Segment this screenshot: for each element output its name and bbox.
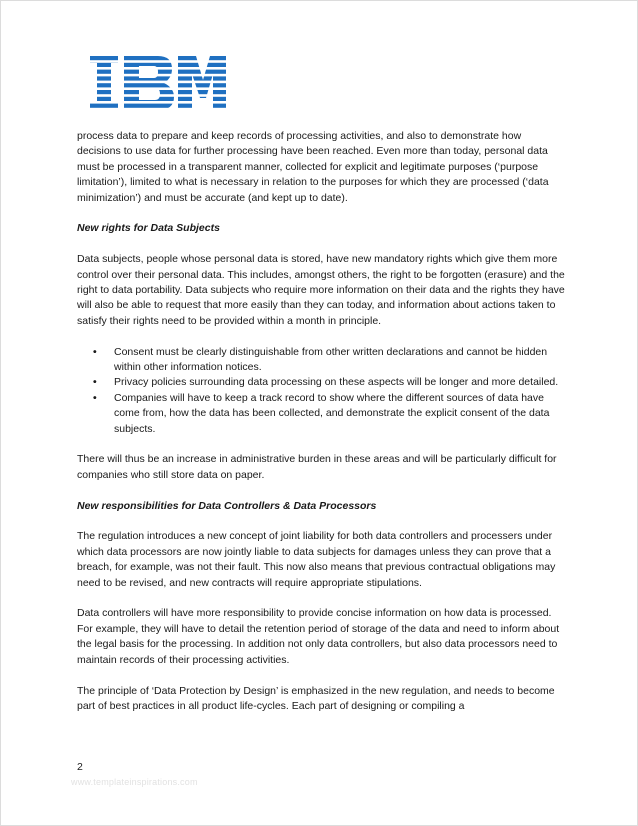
heading-rights: New rights for Data Subjects xyxy=(77,222,220,235)
paragraph-rights: Data subjects, people whose personal data is stored, have new mandatory rights which give them more control over their personal data. This includes, amongst others, the right to be forgotten (erasure) and the right to data portability. Data subjects who require more information on their data and the rights they have will also be able to request that more easily than they can today, and information about actions taken to satisfy their rights need to be provided within a month in principle. xyxy=(77,253,565,327)
list-item-text: Privacy policies surrounding data processing on these aspects will be longer and more detailed. xyxy=(114,376,559,389)
page-number: 2 xyxy=(77,761,83,773)
ibm-logo xyxy=(88,54,228,112)
document-body xyxy=(77,129,567,714)
bullet-icon: • xyxy=(93,376,97,389)
paragraph-burden: There will thus be an increase in administrative burden in these areas and will be particularly difficult for companies who still store data on paper. xyxy=(77,453,557,481)
paragraph-intro: process data to prepare and keep records of processing activities, and also to demonstrate how decisions to use data for further processing have been reached. Even more than today, personal data must be processed in a transparent manner, collected for explicit and legitimate purposes (‘purpose limitation’), limited to what is necessary in relation to the purposes for which they are processed (‘data minimization’) and must be accurate (and kept up to date). xyxy=(77,130,549,204)
paragraph-liability: The regulation introduces a new concept of joint liability for both data controllers and processers under which data processors are now jointly liable to data subjects for damages unless they can prove that a breach, for example, was not their fault. This now also means that previous contractual obligations may need to be revised, and new contracts will require appropriate stipulations. xyxy=(77,530,556,589)
paragraph-design: The principle of ‘Data Protection by Design’ is emphasized in the new regulation, and needs to become part of best practices in all product life-cycles. Each part of designing or compiling a xyxy=(77,684,555,712)
paragraph-controllers: Data controllers will have more responsibility to provide concise information on how data is processed. For example, they will have to detail the retention period of storage of the data and need to inform about the legal basis for the processing. In addition not only data controllers, but also data processors need to maintain records of their processing activities. xyxy=(77,607,560,666)
list-item-text: Consent must be clearly distinguishable from other written declarations and cannot be hidden within other information notices. xyxy=(114,345,548,374)
list-item xyxy=(93,345,567,376)
list-item xyxy=(93,391,567,437)
heading-responsibilities: New responsibilities for Data Controllers & Data Processors xyxy=(77,499,377,512)
list-item xyxy=(93,375,567,390)
bullet-icon: • xyxy=(93,391,97,404)
bullet-icon: • xyxy=(93,345,97,358)
bullet-list xyxy=(77,345,567,437)
watermark-text: www.templateinspirations.com xyxy=(71,777,198,787)
list-item-text: Companies will have to keep a track record to show where the different sources of data have come from, how the data has been collected, and demonstrate the explicit consent of the data subjects. xyxy=(114,391,550,435)
